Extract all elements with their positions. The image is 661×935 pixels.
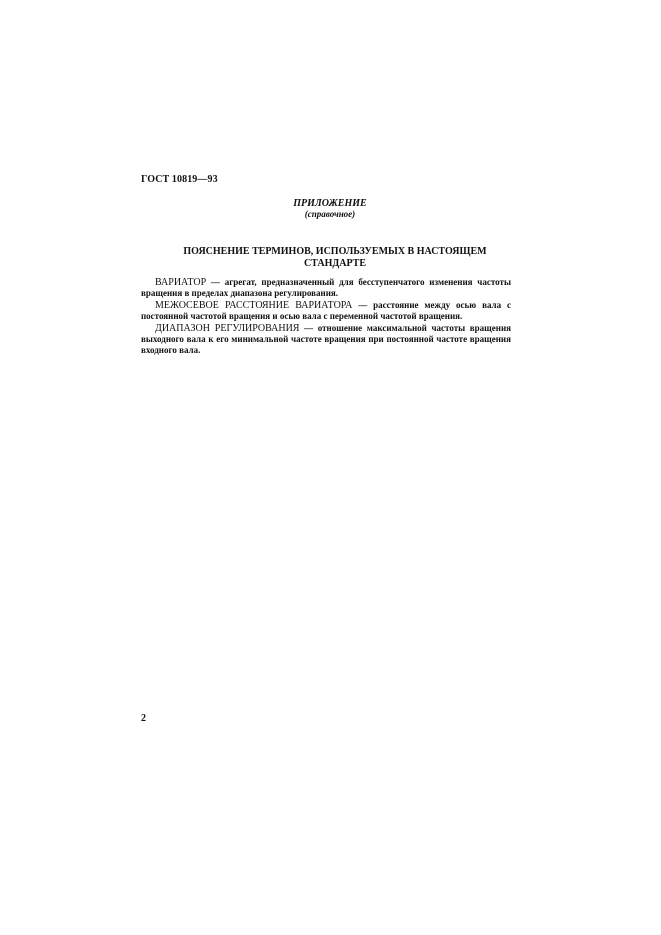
term-definition: — отношение максимальной частоты вращения выходного вала к его минимальной частоте вращения при постоянной частоте вращения входного вала. [141,322,511,356]
definition-variator [141,277,511,300]
term-label: МЕЖОСЕВОЕ РАССТОЯНИЕ ВАРИАТОРА [155,299,353,311]
appendix-subtitle: (справочное) [304,209,356,219]
definitions-list [141,277,511,357]
term-label: ВАРИАТОР [155,277,207,288]
term-definition: — агрегат, предназначенный для бесступенчатого изменения частоты вращения в пределах диапазона регулирования. [141,277,511,299]
standard-designation: ГОСТ 10819—93 [141,174,218,185]
section-heading-line-2: СТАНДАРТЕ [303,258,367,269]
definition-center-distance [141,300,511,323]
definition-control-range [141,323,511,357]
section-heading [165,246,505,270]
appendix-title: ПРИЛОЖЕНИЕ [293,198,367,209]
page-number: 2 [141,713,146,724]
section-heading-line-1: ПОЯСНЕНИЕ ТЕРМИНОВ, ИСПОЛЬЗУЕМЫХ В НАСТОЯЩЕМ [183,246,487,257]
term-label: ДИАПАЗОН РЕГУЛИРОВАНИЯ [155,322,300,334]
term-definition: — расстояние между осью вала с постоянной частотой вращения и осью вала с переменной частотой вращения. [141,299,511,322]
